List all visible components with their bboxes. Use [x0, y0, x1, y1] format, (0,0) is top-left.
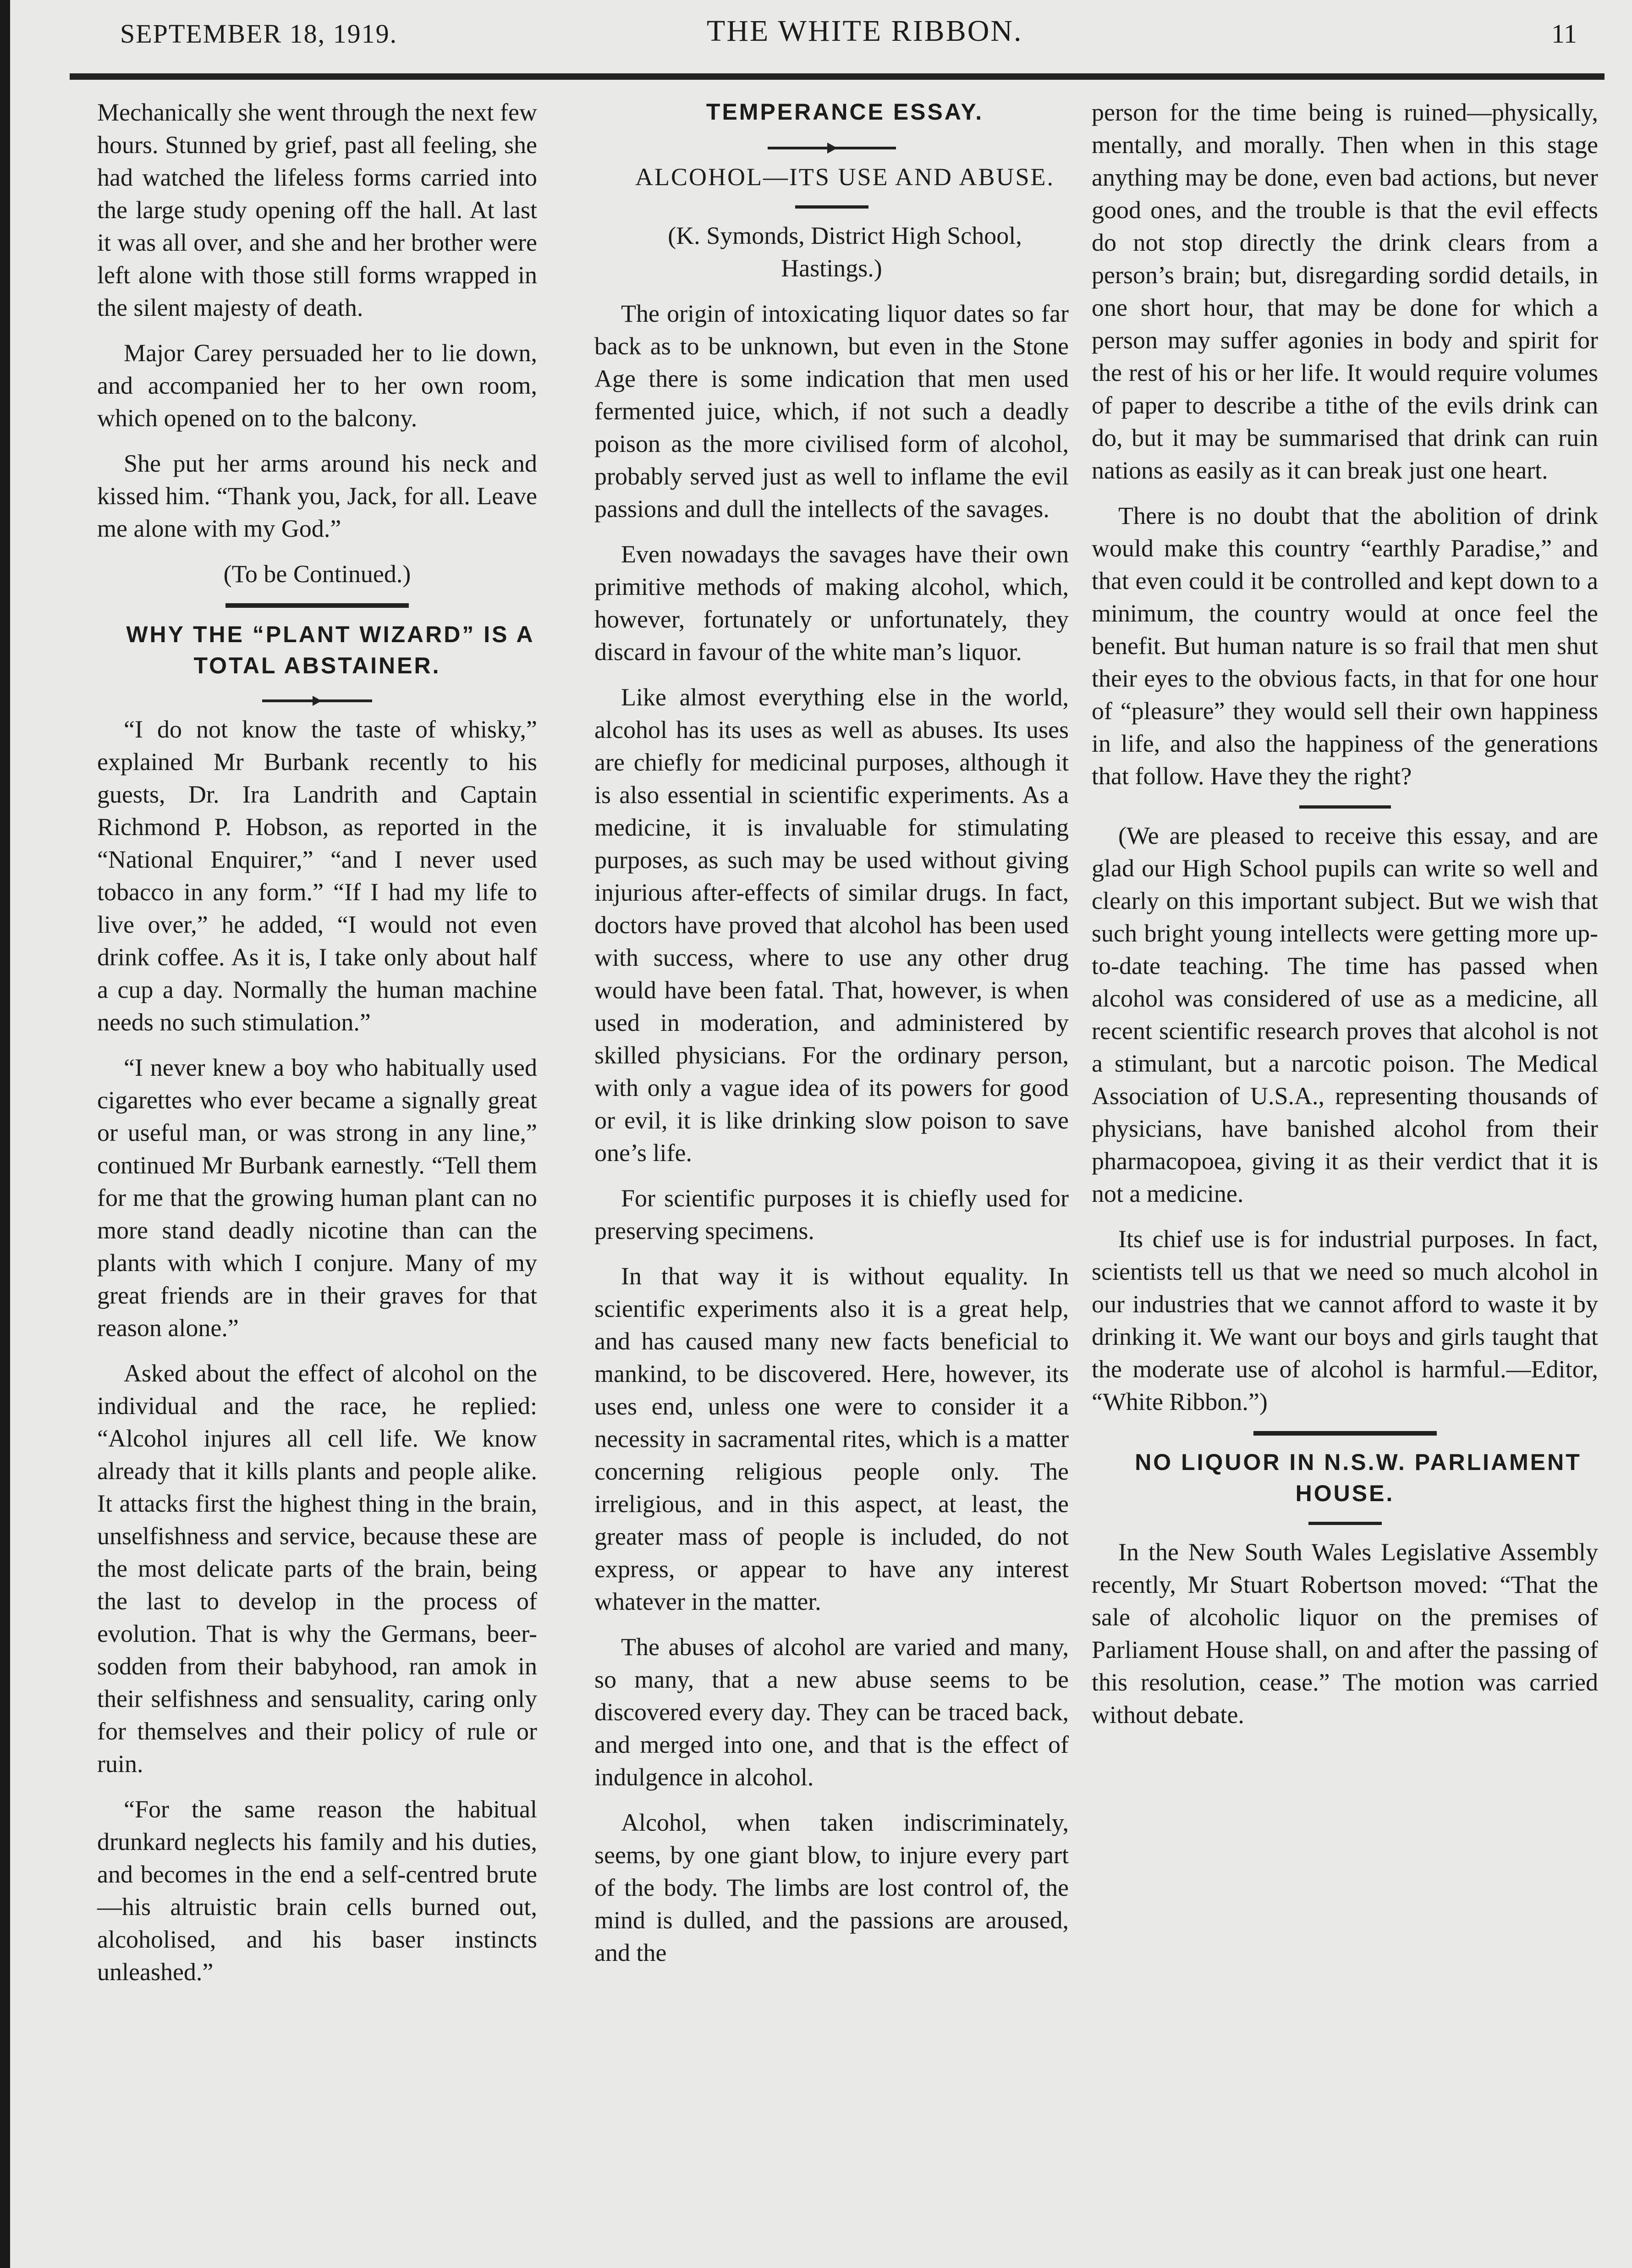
essay-paragraph: The origin of intoxicating liquor dates so far back as to be unknown, but even in the Stone Age there is some indication that men used fermented juice, which, if not such a deadly poison as the more civilised form of alcohol, probably served just as well to inflame the evil passions and dull the intellects of the savages. [594, 300, 1069, 523]
editor-paragraph: Its chief use is for industrial purposes. In fact, scientists tell us that we need so much alcohol in our industries that we cannot afford to waste it by drinking it. We want our boys and girls taught that the moderate use of alcohol is harmful.—Editor, “White Ribbon.”) [1092, 1225, 1598, 1415]
essay-paragraph: In that way it is without equality. In scientific experiments also it is a great help, and has caused many new facts beneficial to mankind, to be discovered. Here, however, its uses end, unless one were to consider it a necessity in sacramental rites, which is a matter concerning religious people only. The irreligious, and in this aspect, at least, the greater mass of people is included, do not express, or appear to have any interest whatever in the matter. [594, 1262, 1069, 1615]
essay-paragraph: Even nowadays the savages have their own primitive methods of making alcohol, which, however, fortunately or unfortunately, they discard in favour of the white man’s liquor. [594, 540, 1069, 666]
essay-paragraph: For scientific purposes it is chiefly used for preserving specimens. [594, 1184, 1069, 1244]
essay-paragraph: Like almost everything else in the world, alcohol has its uses as well as abuses. Its uses are chiefly for medicinal purposes, although it is also essential in scientific experiments. As a medicine, it is invaluable for stimulating purposes, as such may be used without giving injurious after-effects of similar drugs. In fact, doctors have proved that alcohol has been used with success, where to use any other drug would have been fatal. That, however, is when used in moderation, and administered by skilled physicians. For the ordinary person, with only a vague idea of its powers for good or evil, it is like drinking slow poison to save one’s life. [594, 683, 1069, 1167]
title-rule [795, 205, 868, 209]
section-divider [225, 603, 409, 608]
plant-wizard-paragraph: “I never knew a boy who habitually used cigarettes who ever became a signally great or useful man, or was strong in any line,” continued Mr Burbank earnestly. “Tell them for me that the growing human plant can no more stand deadly nicotine than can the plants with which I conjure. Many of my great friends are in their graves for that reason alone.” [97, 1054, 537, 1342]
plant-wizard-paragraph: “I do not know the taste of whisky,” explained Mr Burbank recently to his guests, Dr. Ira Landrith and Captain Richmond P. Hobson, as reported in the “National Enquirer,” “and I never used tobacco in any form.” “If I had my life to live over,” he added, “I would not even drink coffee. As it is, I take only about half a cup a day. Normally the human machine needs no such stimulation.” [97, 716, 537, 1036]
essay-paragraph: There is no doubt that the abolition of drink would make this country “earthly Paradise,” and that even could it be controlled and kept down to a minimum, the country would at once feel the benefit. But human nature is so frail that men shut their eyes to the obvious facts, in that for one hour of “pleasure” they would sell their own happiness in life, and also the happiness of the generations that follow. Have they the right? [1092, 502, 1598, 790]
title-rule [1308, 1522, 1382, 1525]
essay-byline: (K. Symonds, District High School, Hastings.) [668, 222, 1022, 282]
editor-paragraph: (We are pleased to receive this essay, and are glad our High School pupils can write so well and clearly on this important subject. But we wish that such bright young intellects were getting more up-to-date teaching. The time has passed when alcohol was considered of use as a medicine, all recent scientific research proves that alcohol is not a stimulant, but a narcotic poison. The Medical Association of U.S.A., representing thousands of physicians, have banished alcohol from their pharmacopoea, giving it as their verdict that it is not a medicine. [1092, 822, 1598, 1207]
section-divider [1299, 805, 1391, 809]
story-paragraph: She put her arms around his neck and kissed him. “Thank you, Jack, for all. Leave me alone with my God.” [97, 450, 537, 542]
essay-paragraph: person for the time being is ruined—physically, mentally, and morally. Then when in this stage anything may be done, even bad actions, but never good ones, and the trouble is that the evil effects do not stop directly the drink clears from a person’s brain; but, disregarding sordid details, in one short hour, that may be done for which a person may suffer agonies in body and spirit for the rest of his or her life. It would require volumes of paper to describe a tithe of the evils drink can do, but it may be summarised that drink can ruin nations as easily as it can break just one heart. [1092, 99, 1598, 484]
story-paragraph: Mechanically she went through the next few hours. Stunned by grief, past all feeling, she had watched the lifeless forms carried into the large study opening off the hall. At last it was all over, and she and her brother were left alone with those still forms wrapped in the silent majesty of death. [97, 99, 537, 321]
page-header [120, 9, 1577, 60]
plant-wizard-headline: WHY THE “PLANT WIZARD” IS A TOTAL ABSTAINER. [126, 622, 535, 678]
column-1 [97, 96, 537, 2001]
plant-wizard-paragraph: Asked about the effect of alcohol on the individual and the race, he replied: “Alcohol injures all cell life. We know already that it kills plants and people alike. It attacks first the highest thing in the brain, unselfishness and service, because these are the most delicate parts of the brain, being the last to develop in the process of evolution. That is why the Germans, beer-sodden from their babyhood, ran amok in their selfishness and sensuality, caring only for themselves and their policy of rule or ruin. [97, 1360, 537, 1778]
story-paragraph: Major Carey persuaded her to lie down, and accompanied her to her own room, which opened on to the balcony. [97, 339, 537, 432]
column-2 [594, 96, 1069, 1982]
temperance-essay-heading: TEMPERANCE ESSAY. [706, 99, 984, 125]
nsw-paragraph: In the New South Wales Legislative Assembly recently, Mr Stuart Robertson moved: “That the sale of alcoholic liquor on the premises of Parliament House shall, on and after the passing of this resolution, cease.” The motion was carried without debate. [1092, 1538, 1598, 1729]
essay-title: ALCOHOL—ITS USE AND ABUSE. [635, 163, 1055, 191]
plant-wizard-paragraph: “For the same reason the habitual drunkard neglects his family and his duties, and becomes in the end a self-centred brute—his altruistic brain cells burned out, alcoholised, and his baser instincts unleashed.” [97, 1795, 537, 1986]
ornament-icon [258, 694, 377, 708]
editor-note [1092, 820, 1598, 1418]
essay-paragraph: The abuses of alcohol are varied and many, so many, that a new abuse seems to be discovered every day. They can be traced back, and merged into one, and that is the effect of indulgence in alcohol. [594, 1633, 1069, 1791]
column-3 [1092, 96, 1598, 1744]
to-be-continued: (To be Continued.) [223, 560, 411, 588]
publication-title: THE WHITE RIBBON. [707, 14, 1023, 48]
ornament-icon [763, 140, 901, 156]
page-number: 11 [1551, 19, 1577, 49]
section-divider [1253, 1431, 1437, 1436]
issue-date: SEPTEMBER 18, 1919. [120, 19, 398, 49]
essay-paragraph: Alcohol, when taken indiscriminately, seems, by one giant blow, to injure every part of the body. The limbs are lost control of, the mind is dulled, and the passions are aroused, and the [594, 1809, 1069, 1966]
nsw-headline: NO LIQUOR IN N.S.W. PARLIAMENT HOUSE. [1135, 1449, 1582, 1506]
header-rule [70, 73, 1605, 80]
